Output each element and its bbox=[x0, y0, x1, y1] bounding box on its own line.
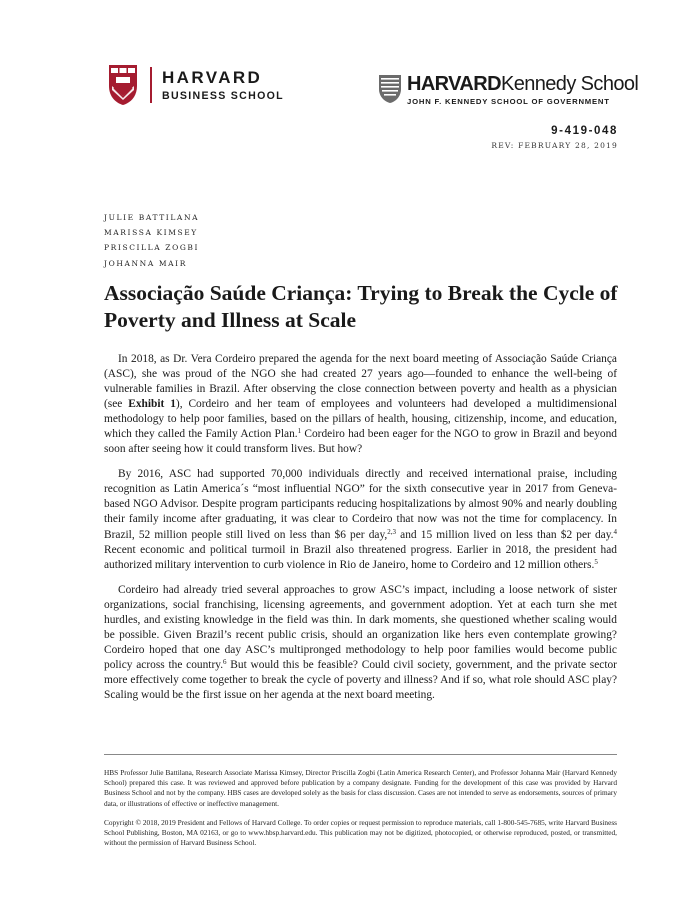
author-name: MARISSA KIMSEY bbox=[104, 228, 198, 238]
footnote-ref: 1 bbox=[297, 427, 302, 436]
author-note: HBS Professor Julie Battilana, Research Associate Marissa Kimsey, Director Priscilla Zogbi (Latin America Research Center), and Professor Johanna Mair (Harvard Kennedy School) prepared this case. It was reviewed and approved before publication by a company designate. Funding for the development of this case was provided by Harvard Business School and not by the company. HBS cases are developed solely as the basis for class discussion. Cases are not intended to serve as endorsements, sources of primary data, or illustrations of effective or ineffective management. bbox=[104, 768, 617, 808]
footnote-ref: 4 bbox=[613, 527, 618, 536]
exhibit-reference: Exhibit 1 bbox=[128, 398, 176, 411]
footnote-ref: 5 bbox=[594, 557, 598, 566]
body-paragraph: By 2016, ASC had supported 70,000 individuals directly and received international praise, including recognition as Latin America´s “most influential NGO” for the sixth consecutive year in 2017 from Geneva-based NGO Advisor. Despite program participants reducing hospitalizations by almost 90% and nearly doubling their family income after graduating, it was clear to Cordeiro that now was not the time for complacency. In Brazil, 52 million people still lived on less than $6 per day,$^{2,3}$ and 15 million lived on less than $2 per day.$^4$ Recent economic and political turmoil in Brazil also threatened progress. Earlier in 2018, the president had authorized military intervention to curb violence in Rio de Janeiro, home to Cordeiro and 12 million others.$^5$ bbox=[104, 468, 618, 571]
case-body bbox=[104, 352, 617, 713]
hbs-shield-icon bbox=[108, 64, 138, 106]
hbs-wordmark-line1: HARVARD bbox=[162, 67, 263, 87]
case-title: Associação Saúde Criança: Trying to Break the Cycle of Poverty and Illness at Scale bbox=[104, 281, 618, 332]
revision-date: REV: FEBRUARY 28, 2019 bbox=[491, 141, 618, 150]
author-name: JULIE BATTILANA bbox=[104, 213, 200, 222]
body-paragraph: In 2018, as Dr. Vera Cordeiro prepared the agenda for the next board meeting of Associação Saúde Criança (ASC), she was proud of the NGO she had created 27 years ago—founded to enhance the well-being of vulnerable families in Brazil. After observing the close connection between poverty and health as a physician (see Exhibit 1), Cordeiro and her team of employees and volunteers had developed a multidimensional methodology to help poor families, based on the pillars of health, housing, citizenship, income, and education, which they called the Family Action Plan.$^1$ Cordeiro had been eager for the NGO to grow in Brazil and beyond soon after seeing how it could transform lives. But how? bbox=[104, 353, 617, 456]
hbs-wordmark-line2: BUSINESS SCHOOL bbox=[162, 89, 284, 102]
footnote-ref: 6 bbox=[223, 657, 227, 666]
hks-shield-icon bbox=[378, 74, 402, 104]
author-name: PRISCILLA ZOGBI bbox=[104, 243, 200, 253]
hbs-divider bbox=[150, 67, 152, 103]
copyright-note: Copyright © 2018, 2019 President and Fellows of Harvard College. To order copies or request permission to reproduce materials, call 1-800-545-7685, write Harvard Business School Publishing, Boston, MA 02163, or go to www.hbsp.harvard.edu. This publication may not be digitized, photocopied, or otherwise reproduced, posted, or transmitted, without the permission of Harvard Business School. bbox=[104, 817, 617, 848]
author-name: JOHANNA MAIR bbox=[104, 258, 187, 268]
hks-wordmark-bold: HARVARD bbox=[407, 73, 501, 95]
footnote-ref: 2,3 bbox=[387, 527, 397, 536]
hks-wordmark-line2: JOHN F. KENNEDY SCHOOL OF GOVERNMENT bbox=[407, 97, 610, 106]
footnotes bbox=[104, 768, 617, 857]
body-paragraph: Cordeiro had already tried several approaches to grow ASC’s impact, including a loose network of sister organizations, social franchising, licensing agreements, and government adoption. Yet at each turn she met hurdles, and existing knowledge in the field was thin. In dark moments, she questioned whether scaling would be possible. Given Brazil’s recent public crisis, should an organization like hers even contemplate growing? Cordeiro hoped that one day ASC’s multipronged methodology to help poor families would become public policy across the country.$^6$ But would this be feasible? Could civil society, government, and the private sector more effectively come together to break the cycle of poverty and illness? And if so, what role should ASC play? Scaling would be the first issue on her agenda at the next board meeting. bbox=[104, 583, 617, 701]
hks-wordmark-normal: Kennedy School bbox=[500, 73, 639, 95]
footer-divider bbox=[104, 754, 617, 755]
hbs-logo bbox=[108, 64, 284, 106]
hks-logo bbox=[378, 74, 638, 106]
case-number: 9-419-048 bbox=[551, 125, 618, 137]
author-list bbox=[104, 210, 199, 271]
